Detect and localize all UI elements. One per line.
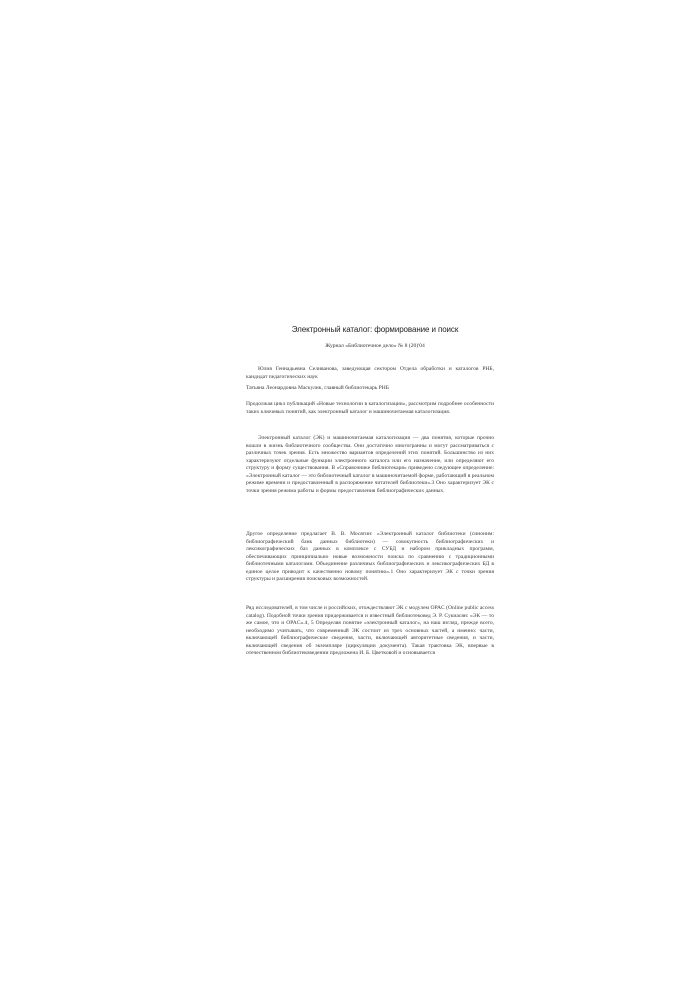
intro-paragraph: Продолжая цикл публикаций «Новые технологии в каталогизации», рассмотрим подробнее особенности таких ключевых понятий, как электронный каталог и машиночитаемая каталогизация. (246, 401, 494, 415)
author-1: Юлия Геннадьевна Селиванова, заведующая сектором Отдела обработки и каталогов РНБ, кандидат педагогических наук (246, 366, 494, 380)
article-title: Электронный каталог: формирование и поиск (291, 325, 459, 334)
author-2: Татьяна Леонардовна Маскулик, главный библиотекарь РНБ (246, 385, 389, 391)
body-paragraph-3: Ряд исследователей, в том числе и российских, отождествляют ЭК с модулем OPAC (Online public access catalog). Подобной точки зрения придерживается и известный библиотековед Э. Р. Сукиасян: «ЭК — то же самое, что и OPAC».4, 5 Определяя понятие «электронный каталог», на наш взгляд, прежде всего, необходимо учитывать, что современный ЭК состоит из трех основных частей, а именно: части, включающей библиографические сведения, части, включающей авторитетные сведения, и части, включающей сведения об экземпляре (циркуляции документа). Такая трактовка ЭК, впервые в отечественном библиотековедении предложена И. Б. Цветковой и основывается (246, 605, 494, 657)
body-paragraph-2: Другое определение предлагает В. В. Мосягин: «Электронный каталог библиотеки (синоним: библиографический банк данных библиотеки) — совокупность библиографических и лексикографических баз данных в комплексе с СУБД и набором прикладных программ, обеспечивающих принципиально новые возможности поиска по сравнению с традиционными библиотечными каталогами. Объединение различных библиографических и лексикографических БД в единое целое приводит к качественно новому понятию».1 Оно характеризует ЭК с точки зрения структуры и расширения поисковых возможностей. (246, 531, 494, 583)
journal-reference: Журнал «Библиотечное дело» № 8 (20)'04 (325, 343, 425, 349)
body-paragraph-1: Электронный каталог (ЭК) и машиночитаемая каталогизация — два понятия, которые прочно вошли в жизнь библиотечного сообщества. Они достаточно многогранны и могут рассматриваться с различных точек зрения. Есть множество вариантов определений этих понятий. Большинство из них характеризуют отдельные функции электронного каталога или его назначение, или определяют его структуру и форму существования. В «Справочнике библиотекаря» приведено следующее определение: «Электронный каталог — это библиотечный каталог в машиночитаемой форме, работающий в реальном режиме времени и предоставленный в распоряжение читателей библиотеки».3 Оно характеризует ЭК с точки зрения режима работы и формы предоставления библиографических данных. (246, 435, 494, 494)
